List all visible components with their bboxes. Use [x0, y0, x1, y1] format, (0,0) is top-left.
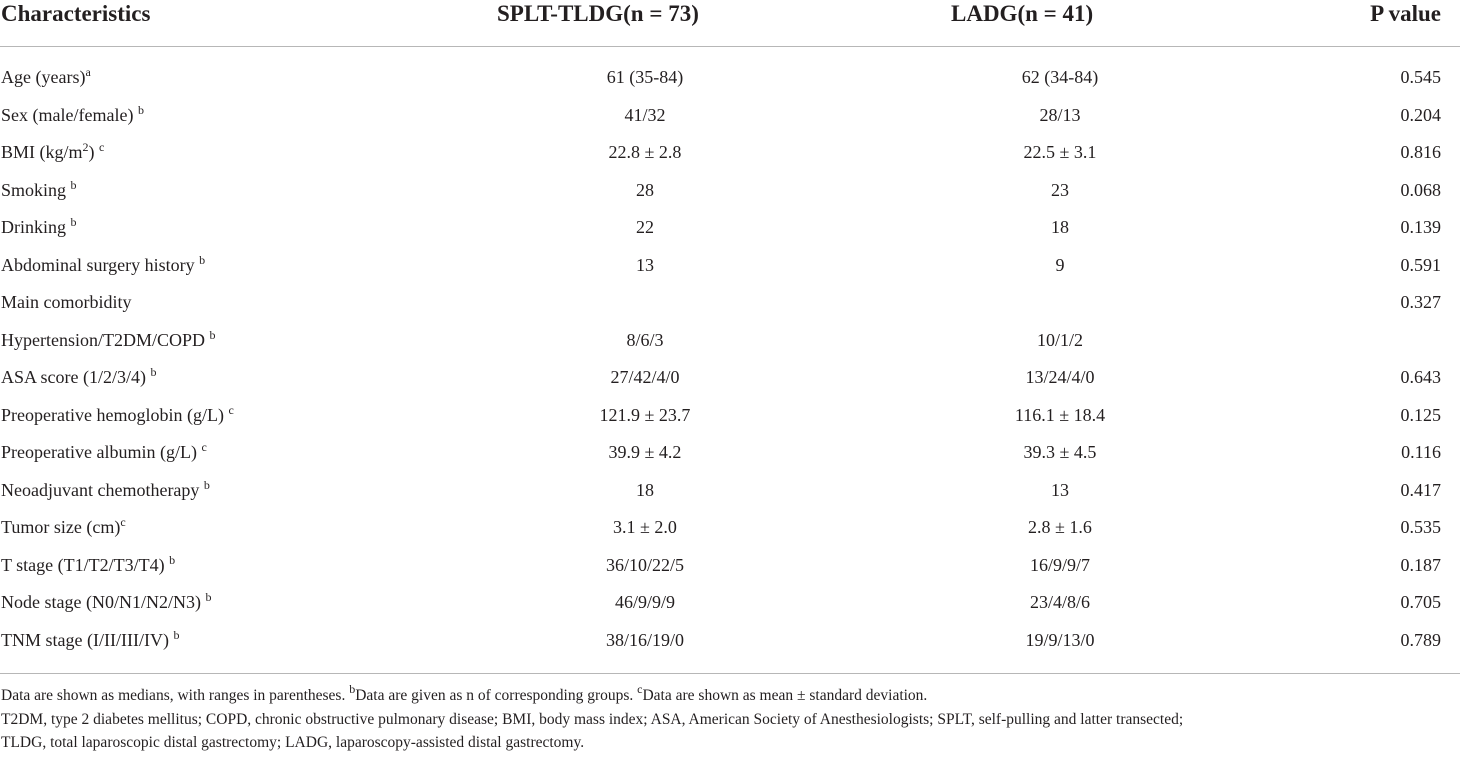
characteristic-label: BMI (kg/m [1, 142, 83, 162]
cell-characteristic [1, 359, 156, 395]
characteristic-label: TNM stage (I/II/III/IV) [1, 629, 169, 650]
table-row [0, 472, 1460, 510]
cell-p-value: 0.116 [1401, 442, 1441, 462]
cell-ladg: 62 (34-84) [1021, 67, 1099, 87]
table-row [0, 434, 1460, 472]
footnote-line-2: T2DM, type 2 diabetes mellitus; COPD, chronic obstructive pulmonary disease; BMI, body mass index; ASA, American Society of Anesthesiologists; SPLT, self-pulling and latter transected; [1, 710, 1184, 728]
cell-splt-tldg: 28 [636, 179, 654, 200]
cell-p-value: 0.417 [1400, 479, 1441, 500]
characteristic-label: Preoperative hemoglobin (g/L) [1, 404, 224, 425]
cell-p-value: 0.789 [1400, 629, 1441, 650]
cell-ladg: 39.3 ± 4.5 [1023, 442, 1097, 462]
cell-ladg: 22.5 ± 3.1 [1023, 142, 1097, 162]
characteristic-label: Hypertension/T2DM/COPD [1, 329, 205, 350]
characteristic-label: Neoadjuvant chemotherapy [1, 479, 200, 500]
characteristic-label: Abdominal surgery history [1, 254, 195, 275]
cell-splt-tldg: 13 [636, 254, 654, 275]
cell-characteristic [1, 584, 211, 620]
cell-characteristic [1, 322, 216, 358]
cell-ladg: 9 [1055, 254, 1065, 275]
table-header [0, 0, 1460, 28]
cell-splt-tldg: 46/9/9/9 [614, 592, 675, 612]
footnote-marker: c [120, 515, 126, 529]
cell-characteristic [1, 59, 91, 95]
table-bottom-divider [0, 673, 1460, 674]
cell-ladg: 19/9/13/0 [1025, 629, 1095, 650]
table-row [0, 247, 1460, 285]
cell-p-value: 0.125 [1400, 404, 1441, 425]
header-ladg: LADG(n = 41) [951, 1, 1094, 26]
unit-exponent: 2 [82, 140, 89, 154]
footnote-marker: c [201, 440, 207, 454]
characteristic-label: Sex (male/female) [1, 104, 134, 125]
cell-ladg: 13/24/4/0 [1025, 367, 1095, 387]
cell-splt-tldg: 27/42/4/0 [610, 367, 680, 387]
cell-splt-tldg: 8/6/3 [626, 329, 664, 350]
table-row [0, 397, 1460, 435]
cell-splt-tldg: 22.8 ± 2.8 [608, 142, 682, 162]
footnote-line-3: TLDG, total laparoscopic distal gastrectomy; LADG, laparoscopy-assisted distal gastrectomy. [1, 734, 585, 751]
characteristic-label: Smoking [1, 179, 67, 200]
footnote-marker: b [70, 177, 77, 192]
cell-ladg: 28/13 [1039, 104, 1081, 125]
footnote-marker: a [85, 65, 91, 79]
cell-characteristic [1, 622, 179, 658]
table-row [0, 359, 1460, 397]
cell-p-value: 0.816 [1400, 142, 1441, 162]
table-row [0, 209, 1460, 247]
header-characteristics: Characteristics [1, 1, 151, 26]
footnote-b-text: Data are given as n of corresponding groups. [355, 687, 638, 704]
footnote-line-1 [1, 684, 1459, 708]
cell-p-value: 0.068 [1400, 179, 1441, 200]
footnote-marker: b [137, 102, 144, 117]
table-row [0, 622, 1460, 660]
footnote-marker: c [228, 402, 234, 417]
cell-characteristic [1, 209, 77, 245]
footnote-marker: b [169, 552, 176, 567]
footnote-c-text: Data are shown as mean ± standard deviation. [642, 687, 928, 704]
cell-ladg: 10/1/2 [1036, 329, 1083, 350]
cell-p-value: 0.535 [1400, 517, 1441, 537]
table-row [0, 97, 1460, 135]
characteristic-label: Preoperative albumin (g/L) [1, 442, 197, 462]
cell-p-value: 0.643 [1400, 367, 1441, 387]
table-row [0, 509, 1460, 547]
footnote-marker: b [209, 327, 216, 342]
cell-ladg: 13 [1051, 479, 1069, 500]
cell-characteristic [1, 134, 104, 170]
cell-p-value: 0.545 [1400, 67, 1441, 87]
table-row [0, 547, 1460, 585]
characteristic-label-suffix: ) [88, 142, 95, 162]
footnote-marker: b [205, 590, 212, 604]
table-row [0, 59, 1460, 97]
footnote-marker: b [70, 215, 77, 229]
cell-splt-tldg: 121.9 ± 23.7 [599, 404, 691, 425]
header-splt-tldg: SPLT-TLDG(n = 73) [497, 1, 699, 26]
cell-p-value: 0.327 [1400, 292, 1441, 312]
cell-characteristic [1, 97, 144, 133]
cell-splt-tldg: 18 [636, 479, 654, 500]
footnote-a-text: Data are shown as medians, with ranges in parentheses. [1, 687, 350, 704]
characteristic-label: Age (years) [1, 67, 86, 87]
header-p-value: P value [1370, 1, 1441, 26]
cell-splt-tldg: 38/16/19/0 [605, 629, 684, 650]
cell-ladg: 23 [1051, 179, 1069, 200]
cell-characteristic [1, 472, 210, 508]
characteristic-label: Node stage (N0/N1/N2/N3) [1, 592, 201, 612]
characteristic-label: Main comorbidity [1, 292, 132, 312]
table-footnotes [1, 684, 1459, 755]
cell-characteristic [1, 509, 126, 545]
table-body [0, 59, 1460, 659]
cell-p-value: 0.187 [1400, 554, 1441, 575]
cell-splt-tldg: 22 [636, 217, 654, 237]
table-row [0, 172, 1460, 210]
cell-p-value: 0.139 [1400, 217, 1441, 237]
cell-splt-tldg: 41/32 [624, 104, 666, 125]
cell-characteristic [1, 547, 175, 583]
cell-ladg: 116.1 ± 18.4 [1014, 404, 1106, 425]
cell-characteristic [1, 247, 205, 283]
cell-splt-tldg: 39.9 ± 4.2 [608, 442, 682, 462]
table-row [0, 322, 1460, 360]
cell-characteristic [1, 397, 234, 433]
table-row [0, 134, 1460, 172]
cell-p-value: 0.705 [1400, 592, 1441, 612]
cell-ladg: 23/4/8/6 [1029, 592, 1090, 612]
cell-ladg: 2.8 ± 1.6 [1028, 517, 1092, 537]
table-row [0, 584, 1460, 622]
footnote-marker: c [99, 140, 105, 154]
characteristic-label: T stage (T1/T2/T3/T4) [1, 554, 165, 575]
characteristic-label: ASA score (1/2/3/4) [1, 367, 146, 387]
footnote-b-marker: b [349, 682, 356, 696]
footnote-c-marker: c [637, 682, 643, 696]
footnote-marker: b [173, 627, 180, 642]
cell-splt-tldg: 36/10/22/5 [605, 554, 684, 575]
cell-ladg: 18 [1051, 217, 1069, 237]
characteristic-label: Drinking [1, 217, 66, 237]
cell-p-value: 0.204 [1400, 104, 1441, 125]
characteristic-label: Tumor size (cm) [1, 517, 121, 537]
table-row [0, 284, 1460, 322]
cell-p-value: 0.591 [1400, 254, 1441, 275]
cell-characteristic [1, 434, 207, 470]
cell-splt-tldg: 61 (35-84) [606, 67, 684, 87]
cell-characteristic [1, 172, 77, 208]
footnote-marker: b [150, 365, 157, 379]
footnote-marker: b [199, 252, 206, 267]
cell-ladg: 16/9/9/7 [1029, 554, 1090, 575]
cell-characteristic [1, 284, 131, 320]
cell-splt-tldg: 3.1 ± 2.0 [613, 517, 677, 537]
footnote-marker: b [203, 477, 210, 492]
header-divider [0, 46, 1460, 47]
